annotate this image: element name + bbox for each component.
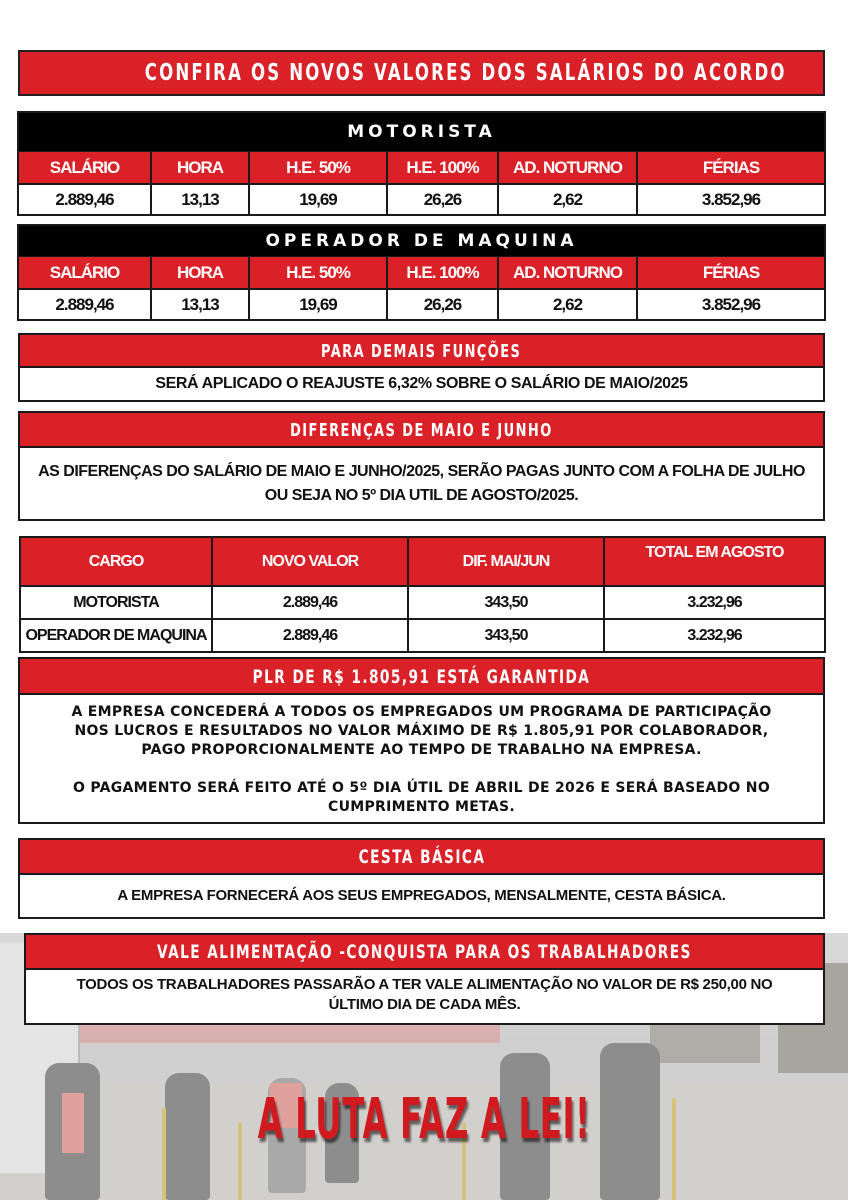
vale-text <box>26 970 823 1015</box>
plr-heading-text: PLR DE R$ 1.805,91 ESTÁ GARANTIDA <box>252 666 591 688</box>
column-header-he100: H.E. 100% <box>388 152 499 183</box>
cell-hora: 13,13 <box>152 290 250 319</box>
column-header-total-agosto: TOTAL EM AGOSTO <box>645 544 784 561</box>
table-row <box>21 585 824 618</box>
cell-cargo: MOTORISTA <box>21 587 213 618</box>
cell-he50: 19,69 <box>250 185 388 214</box>
paragraph-gap <box>20 760 823 779</box>
table-row <box>19 183 824 214</box>
demais-heading-text: PARA DEMAIS FUNÇÕES <box>321 341 522 362</box>
cesta-heading-text: CESTA BÁSICA <box>358 846 485 868</box>
section-heading <box>20 413 823 448</box>
column-header-ferias: FÉRIAS <box>702 158 760 177</box>
diferencas-text <box>20 448 823 508</box>
cell-novo-valor: 2.889,46 <box>213 620 409 651</box>
vale-alimentacao-section <box>24 933 825 1025</box>
plr-line-2: NOS LUCROS E RESULTADOS NO VALOR MÁXIMO DE R$ 1.805,91 POR COLABORADOR, <box>74 723 769 739</box>
plr-text <box>20 695 823 817</box>
column-header-ferias: FÉRIAS <box>702 263 760 282</box>
cell-dif-mai-jun: 343,50 <box>409 587 605 618</box>
column-header-he50: H.E. 50% <box>250 257 388 288</box>
cell-he100: 26,26 <box>388 290 499 319</box>
diferencas-section <box>18 411 825 521</box>
section-heading <box>26 935 823 970</box>
section-heading <box>20 659 823 695</box>
cell-he50: 19,69 <box>250 290 388 319</box>
column-header-ad-noturno: AD. NOTURNO <box>499 257 638 288</box>
page-title-text: CONFIRA OS NOVOS VALORES DOS SALÁRIOS DO ACORDO <box>144 60 787 86</box>
column-header-novo-valor: NOVO VALOR <box>213 538 409 585</box>
cell-salario: 2.889,46 <box>19 185 152 214</box>
cell-ferias: 3.852,96 <box>701 295 761 314</box>
cesta-basica-section <box>18 838 825 919</box>
table-header-row <box>19 151 824 183</box>
column-header-hora: HORA <box>152 257 250 288</box>
column-header-salario: SALÁRIO <box>19 152 152 183</box>
cesta-text: A EMPRESA FORNECERÁ AOS SEUS EMPREGADOS, MENSALMENTE, CESTA BÁSICA. <box>117 887 726 904</box>
vale-line-1: TODOS OS TRABALHADORES PASSARÃO A TER VALE ALIMENTAÇÃO NO VALOR DE R$ 250,00 NO <box>76 976 773 993</box>
slogan <box>0 1088 848 1152</box>
column-header-he100: H.E. 100% <box>388 257 499 288</box>
plr-line-5: CUMPRIMENTO METAS. <box>328 799 515 815</box>
cell-total-agosto: 3.232,96 <box>687 594 742 611</box>
column-header-cargo: CARGO <box>21 538 213 585</box>
slogan-text: A LUTA FAZ A LEI! <box>257 1087 591 1152</box>
cell-cargo: OPERADOR DE MAQUINA <box>21 620 213 651</box>
demais-text: SERÁ APLICADO O REAJUSTE 6,32% SOBRE O SALÁRIO DE MAIO/2025 <box>155 375 688 392</box>
plr-line-1: A EMPRESA CONCEDERÁ A TODOS OS EMPREGADOS UM PROGRAMA DE PARTICIPAÇÃO <box>71 704 772 720</box>
plr-line-4: O PAGAMENTO SERÁ FEITO ATÉ O 5º DIA ÚTIL DE ABRIL DE 2026 E SERÁ BASEADO NO <box>72 780 771 796</box>
column-header-ad-noturno: AD. NOTURNO <box>499 152 638 183</box>
cell-dif-mai-jun: 343,50 <box>409 620 605 651</box>
vale-heading-text: VALE ALIMENTAÇÃO -CONQUISTA PARA OS TRABALHADORES <box>157 941 692 963</box>
plr-line-3: PAGO PROPORCIONALMENTE AO TEMPO DE TRABALHO NA EMPRESA. <box>141 742 702 758</box>
cell-hora: 13,13 <box>152 185 250 214</box>
operador-table-heading: OPERADOR DE MAQUINA <box>19 226 824 256</box>
demais-funcoes-section <box>18 333 825 402</box>
page-title <box>20 52 823 94</box>
table-header-row <box>19 256 824 288</box>
diferencas-heading-text: DIFERENÇAS DE MAIO E JUNHO <box>290 420 553 441</box>
section-heading <box>20 840 823 875</box>
cell-ad-noturno: 2,62 <box>499 185 638 214</box>
column-header-salario: SALÁRIO <box>19 257 152 288</box>
section-heading <box>20 335 823 368</box>
column-header-hora: HORA <box>152 152 250 183</box>
cell-salario: 2.889,46 <box>19 290 152 319</box>
table-row <box>21 618 824 651</box>
table-row <box>19 288 824 319</box>
column-header-dif-mai-jun: DIF. MAI/JUN <box>409 538 605 585</box>
vale-line-2: ÚLTIMO DIA DE CADA MÊS. <box>328 996 521 1013</box>
motorista-table-heading: MOTORISTA <box>19 113 824 151</box>
cell-novo-valor: 2.889,46 <box>213 587 409 618</box>
motorista-salary-table <box>17 111 826 216</box>
cell-total-agosto: 3.232,96 <box>687 627 742 644</box>
cargo-table <box>19 536 826 653</box>
diferencas-line-1: AS DIFERENÇAS DO SALÁRIO DE MAIO E JUNHO/2025, SERÃO PAGAS JUNTO COM A FOLHA DE JULHO <box>38 463 805 480</box>
table-header-row <box>21 538 824 585</box>
column-header-he50: H.E. 50% <box>250 152 388 183</box>
title-banner <box>18 50 825 96</box>
cell-he100: 26,26 <box>388 185 499 214</box>
cell-ad-noturno: 2,62 <box>499 290 638 319</box>
diferencas-line-2: OU SEJA NO 5º DIA UTIL DE AGOSTO/2025. <box>264 487 579 504</box>
operador-salary-table <box>17 224 826 321</box>
plr-section <box>18 657 825 824</box>
cell-ferias: 3.852,96 <box>701 190 761 209</box>
